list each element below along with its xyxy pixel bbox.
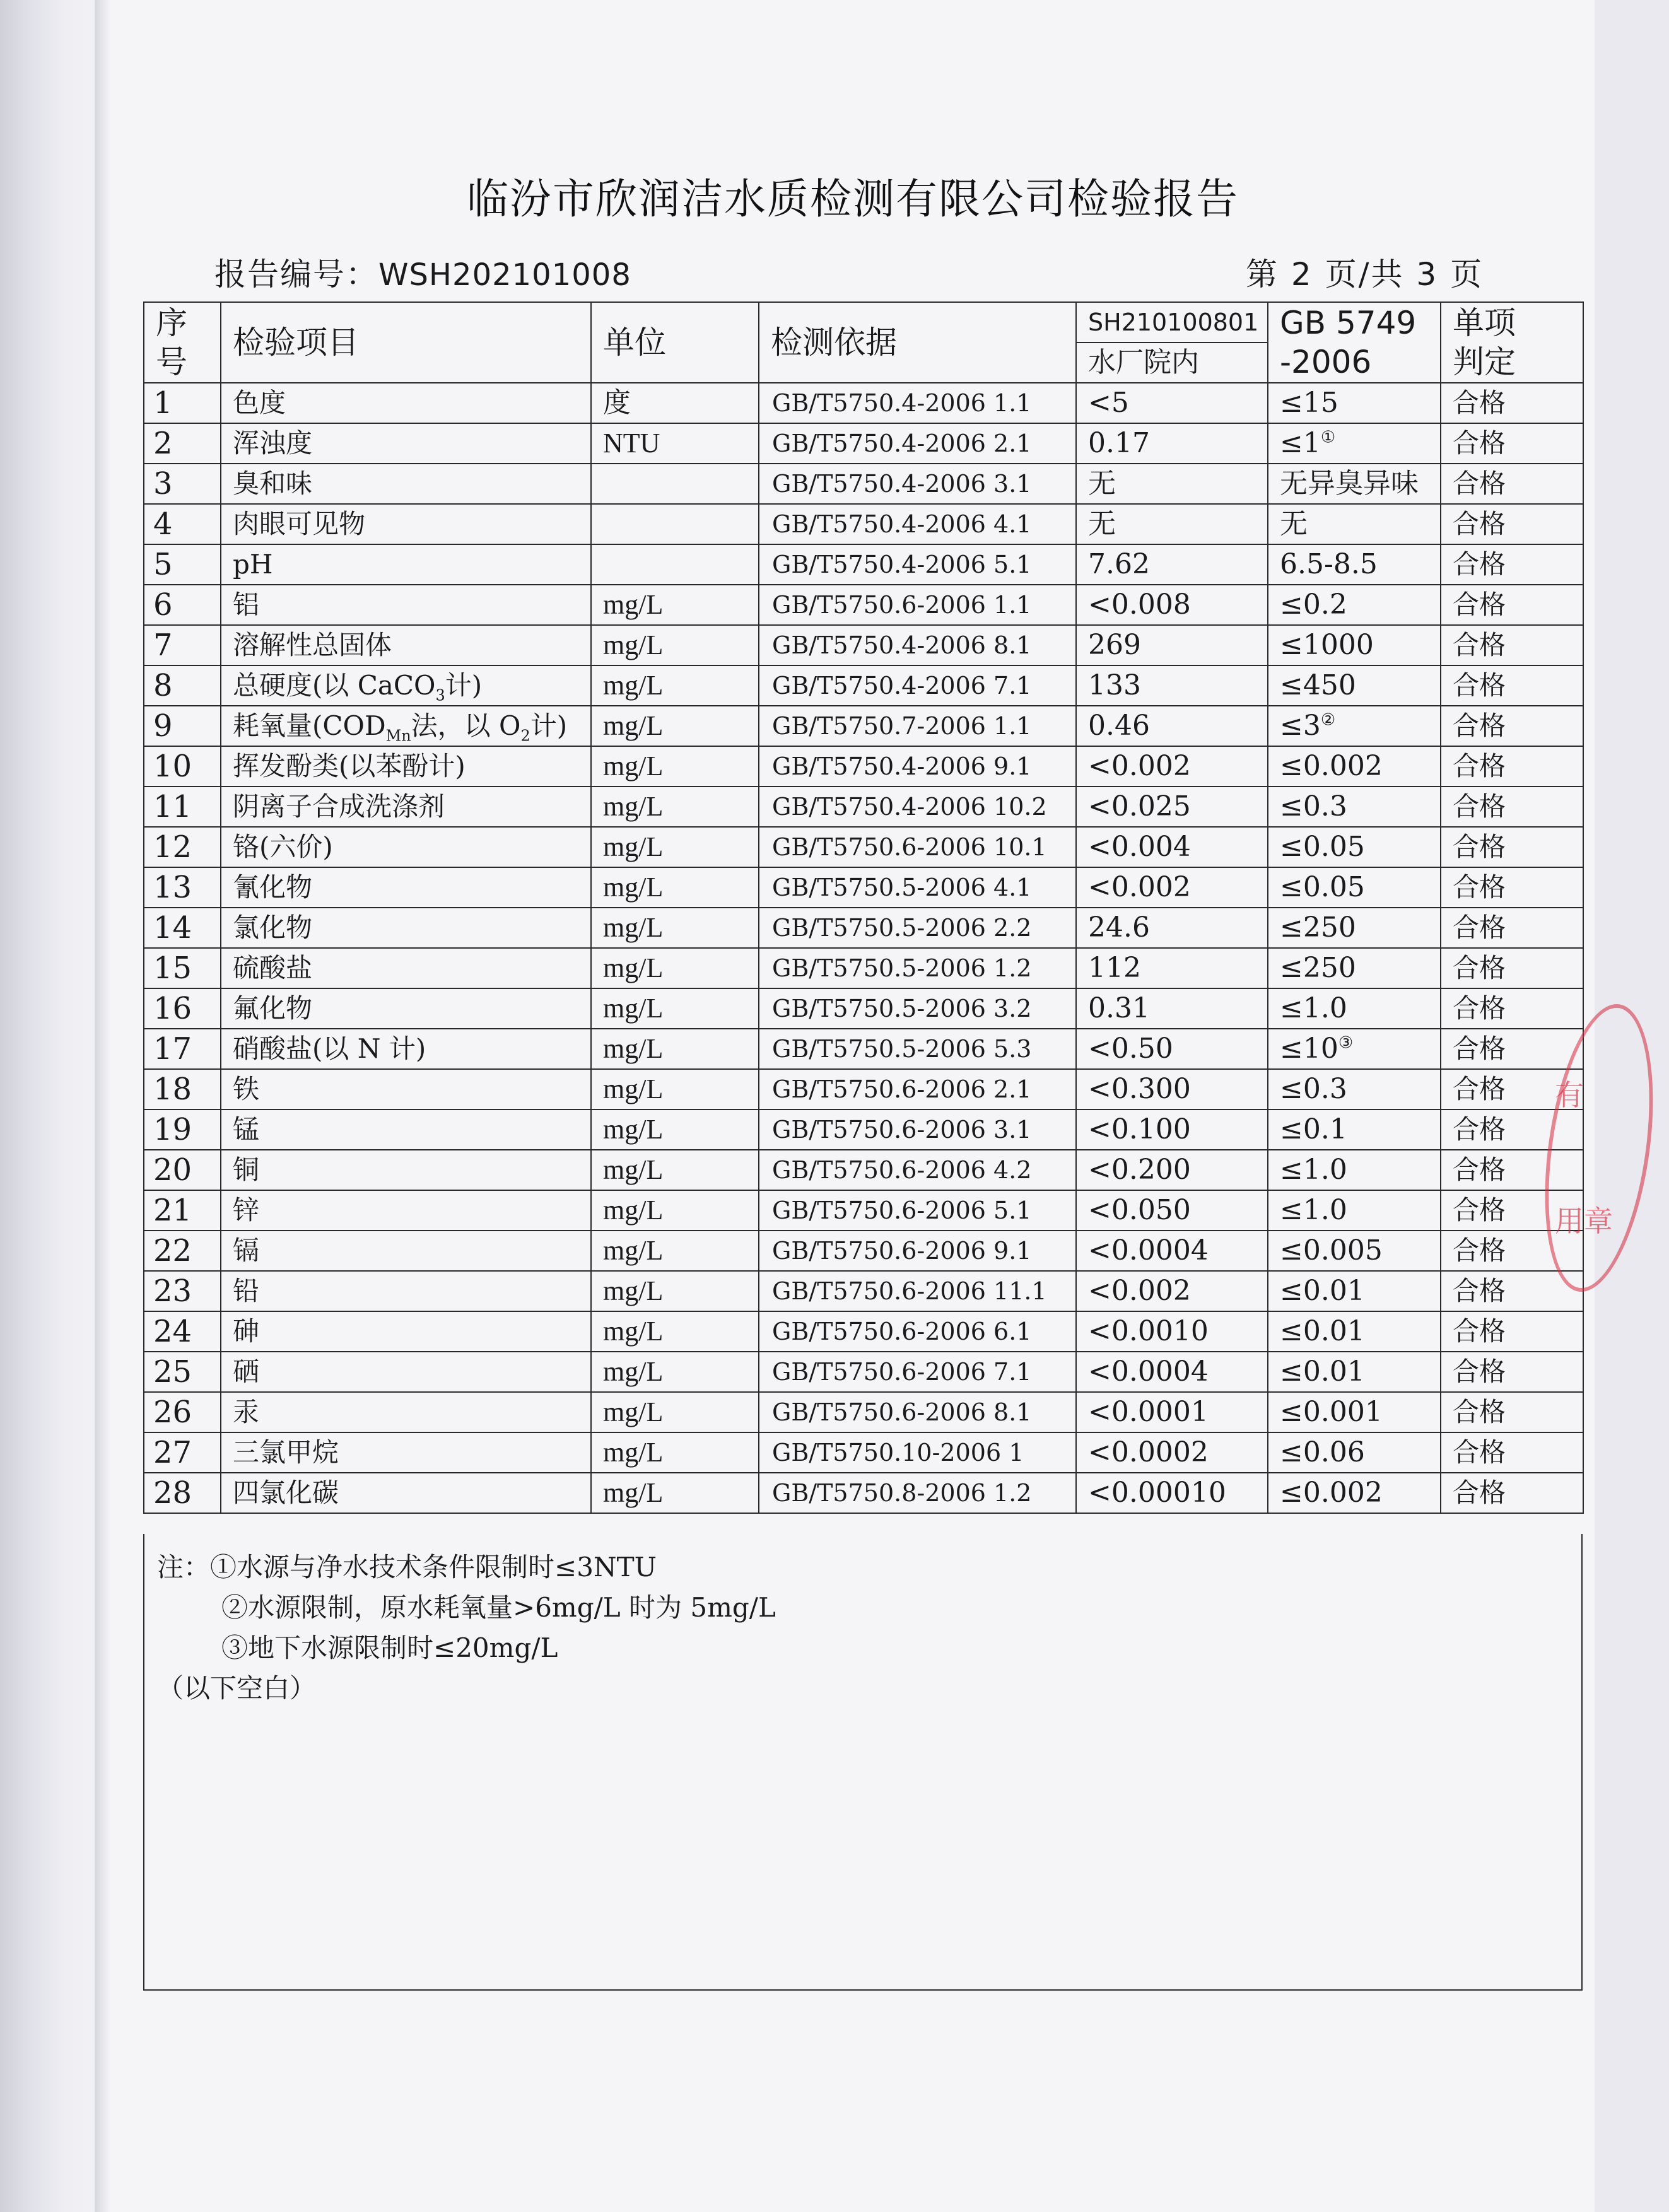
cell-item: 耗氧量($COD_{Mn}$法，以 $O_2$计) [221,706,591,746]
cell-result: <0.002 [1076,867,1268,908]
cell-judgement: 合格 [1441,625,1583,665]
table-row [144,908,1583,948]
cell-limit: ≤0.01 [1268,1352,1441,1392]
cell-judgement: 合格 [1441,827,1583,867]
cell-judgement: 合格 [1441,908,1583,948]
table-row [144,423,1583,464]
cell-unit: mg/L [591,706,759,746]
cell-method: GB/T5750.5-2006 2.2 [759,908,1076,948]
cell-item: 阴离子合成洗涤剂 [221,787,591,827]
cell-limit: ≤1.0 [1268,1190,1441,1231]
cell-judgement: 合格 [1441,1352,1583,1392]
cell-result: 133 [1076,665,1268,706]
table-row [144,585,1583,625]
cell-result: <0.300 [1076,1069,1268,1109]
seal-text-1: 有 [1555,1078,1584,1112]
cell-result: <0.0002 [1076,1432,1268,1473]
cell-limit: ≤0.3 [1268,1069,1441,1109]
cell-item: 镉 [221,1231,591,1271]
cell-limit: ≤0.3 [1268,787,1441,827]
cell-result: 24.6 [1076,908,1268,948]
cell-result: <0.0010 [1076,1311,1268,1352]
cell-limit: ≤0.005 [1268,1231,1441,1271]
table-row [144,1150,1583,1190]
header-sample-location: 水厂院内 [1076,342,1268,383]
table-row [144,1109,1583,1150]
cell-judgement: 合格 [1441,746,1583,787]
cell-result: 无 [1076,504,1268,544]
blank-remark: （以下空白） [157,1673,317,1704]
cell-seq: 4 [144,504,221,544]
cell-limit: 无 [1268,504,1441,544]
cell-judgement: 合格 [1441,1231,1583,1271]
header-unit: 单位 [591,302,759,383]
cell-item: pH [221,544,591,585]
scan-edge [0,0,110,2212]
cell-item: 铅 [221,1271,591,1311]
cell-limit: ≤250 [1268,948,1441,988]
table-row [144,625,1583,665]
table-row [144,1190,1583,1231]
cell-seq: 2 [144,423,221,464]
table-row [144,787,1583,827]
table-row [144,827,1583,867]
cell-judgement: 合格 [1441,948,1583,988]
cell-method: GB/T5750.6-2006 3.1 [759,1109,1076,1150]
cell-unit: 度 [591,383,759,423]
page-fold [95,0,111,2212]
table-row [144,1352,1583,1392]
page-indicator: 第 2 页/共 3 页 [1246,256,1484,293]
cell-unit: mg/L [591,787,759,827]
cell-seq: 27 [144,1432,221,1473]
cell-item: 铁 [221,1069,591,1109]
cell-seq: 19 [144,1109,221,1150]
table-row [144,1311,1583,1352]
cell-item: 四氯化碳 [221,1473,591,1513]
cell-item: 挥发酚类(以苯酚计) [221,746,591,787]
cell-result: 无 [1076,464,1268,504]
cell-limit: ≤1.0 [1268,1150,1441,1190]
cell-item: 氰化物 [221,867,591,908]
cell-method: GB/T5750.4-2006 7.1 [759,665,1076,706]
cell-item: 三氯甲烷 [221,1432,591,1473]
table-row [144,746,1583,787]
cell-result: <0.100 [1076,1109,1268,1150]
cell-seq: 20 [144,1150,221,1190]
cell-method: GB/T5750.4-2006 3.1 [759,464,1076,504]
cell-item: 汞 [221,1392,591,1432]
cell-limit: ≤1.0 [1268,988,1441,1029]
cell-seq: 18 [144,1069,221,1109]
table-row [144,867,1583,908]
cell-method: GB/T5750.4-2006 8.1 [759,625,1076,665]
cell-method: GB/T5750.5-2006 3.2 [759,988,1076,1029]
cell-limit: ≤0.002 [1268,746,1441,787]
cell-limit: 6.5-8.5 [1268,544,1441,585]
cell-method: GB/T5750.6-2006 1.1 [759,585,1076,625]
cell-method: GB/T5750.6-2006 8.1 [759,1392,1076,1432]
cell-seq: 9 [144,706,221,746]
cell-method: GB/T5750.6-2006 5.1 [759,1190,1076,1231]
cell-method: GB/T5750.10-2006 1 [759,1432,1076,1473]
table-row [144,504,1583,544]
cell-method: GB/T5750.6-2006 11.1 [759,1271,1076,1311]
cell-result: <0.50 [1076,1029,1268,1069]
cell-unit: mg/L [591,827,759,867]
total-pages: 3 [1416,256,1439,293]
cell-result: 7.62 [1076,544,1268,585]
cell-method: GB/T5750.6-2006 7.1 [759,1352,1076,1392]
cell-limit: ≤0.01 [1268,1271,1441,1311]
cell-item: 臭和味 [221,464,591,504]
cell-method: GB/T5750.4-2006 5.1 [759,544,1076,585]
cell-result: 112 [1076,948,1268,988]
cell-item: 色度 [221,383,591,423]
cell-limit: ≤0.1 [1268,1109,1441,1150]
table-row [144,383,1583,423]
cell-judgement: 合格 [1441,1150,1583,1190]
cell-unit [591,464,759,504]
cell-limit: ≤0.002 [1268,1473,1441,1513]
header-sample-id: SH210100801 [1076,302,1268,342]
cell-limit: ≤1000 [1268,625,1441,665]
cell-judgement: 合格 [1441,504,1583,544]
cell-item: 氯化物 [221,908,591,948]
cell-item: 溶解性总固体 [221,625,591,665]
cell-method: GB/T5750.4-2006 4.1 [759,504,1076,544]
cell-unit: mg/L [591,585,759,625]
cell-seq: 6 [144,585,221,625]
cell-seq: 11 [144,787,221,827]
cell-seq: 14 [144,908,221,948]
header-judgement: 单项 判定 [1441,302,1583,383]
table-row [144,988,1583,1029]
cell-judgement: 合格 [1441,423,1583,464]
cell-item: 硒 [221,1352,591,1392]
cell-limit: ≤0.05 [1268,827,1441,867]
cell-unit: mg/L [591,1231,759,1271]
table-row [144,1432,1583,1473]
current-page: 2 [1291,256,1313,293]
cell-unit: mg/L [591,1432,759,1473]
table-row [144,1029,1583,1069]
cell-judgement: 合格 [1441,1432,1583,1473]
cell-method: GB/T5750.6-2006 4.2 [759,1150,1076,1190]
cell-unit: mg/L [591,665,759,706]
cell-unit: mg/L [591,988,759,1029]
cell-judgement: 合格 [1441,1392,1583,1432]
cell-result: <0.0004 [1076,1231,1268,1271]
cell-result: <0.004 [1076,827,1268,867]
cell-unit: mg/L [591,1190,759,1231]
cell-seq: 25 [144,1352,221,1392]
cell-unit: NTU [591,423,759,464]
cell-result: 0.31 [1076,988,1268,1029]
report-number-value: WSH202101008 [378,257,631,293]
note-3: ③地下水源限制时≤20mg/L [221,1632,558,1663]
cell-seq: 23 [144,1271,221,1311]
cell-seq: 7 [144,625,221,665]
cell-judgement: 合格 [1441,544,1583,585]
table-row [144,1271,1583,1311]
cell-unit: mg/L [591,867,759,908]
cell-judgement: 合格 [1441,383,1583,423]
cell-judgement: 合格 [1441,1069,1583,1109]
cell-limit: ≤1① [1268,423,1441,464]
cell-unit: mg/L [591,1069,759,1109]
cell-unit: mg/L [591,1352,759,1392]
report-number-label: 报告编号： [214,256,378,293]
cell-seq: 26 [144,1392,221,1432]
cell-item: 浑浊度 [221,423,591,464]
header-seq: 序 号 [144,302,221,383]
cell-seq: 1 [144,383,221,423]
cell-result: 269 [1076,625,1268,665]
cell-method: GB/T5750.6-2006 2.1 [759,1069,1076,1109]
cell-limit: ≤450 [1268,665,1441,706]
note-2: ②水源限制，原水耗氧量>6mg/L 时为 5mg/L [221,1592,776,1623]
cell-seq: 21 [144,1190,221,1231]
cell-method: GB/T5750.4-2006 1.1 [759,383,1076,423]
cell-judgement: 合格 [1441,1029,1583,1069]
cell-method: GB/T5750.5-2006 4.1 [759,867,1076,908]
report-sheet: 临汾市欣润洁水质检测有限公司检验报告 报告编号：WSH202101008 第 2 页/共 3 页 序 号 检验项目 单位 检测依据 SH210100801 GB 5749 -2006 单项 判定 水厂院内 1 色度 度 GB/T5750.4-2006 1.1 <5 ≤15 合格 2 浑浊度 NTU GB/T5750.4-2006 2.1 0.17 ≤1① 合格 3 臭和味 GB/T5750.4-2006 3.1 无 无异臭异味 合格 4 肉眼可见物 GB/T5750.4-2006 4.1 无 无 合格 5 pH GB/T5750.4-2006 5.1 7.62 6.5-8.5 合格 6 铝 mg/L GB/T5750.6-2006 1.1 <0.008 ≤0.2 合格 7 溶解性总固体 mg/L GB/T5750.4-2006 8.1 269 ≤1000 合格 8 总硬度(以 CaCO$_3$计) mg/L GB/T5750.4-2006 7.1 133 ≤450 合格 9 耗氧量($COD_{Mn}$法，以 $O_2$计) mg/L GB/T5750.7-2006 1.1 0.46 ≤3② 合格 10 挥发酚类(以苯酚计) mg/L GB/T5750.4-2006 9.1 <0.002 ≤0.002 合格 11 阴离子合成洗涤剂 mg/L GB/T5750.4-2006 10.2 <0.025 ≤0.3 合格 12 铬(六价) mg/L GB/T5750.6-2006 10.1 <0.004 ≤0.05 合格 13 氰化物 mg/L GB/T5750.5-2006 4.1 <0.002 ≤0.05 合格 14 氯化物 mg/L GB/T5750.5-2006 2.2 24.6 ≤250 合格 15 硫酸盐 mg/L GB/T5750.5-2006 1.2 112 ≤250 合格 16 氟化物 mg/L GB/T5750.5-2006 3.2 0.31 ≤1.0 合格 17 硝酸盐(以 N 计) mg/L GB/T5750.5-2006 5.3 <0.50 ≤10③ 合格 18 铁 mg/L GB/T5750.6-2006 2.1 <0.300 ≤0.3 合格 19 锰 mg/L GB/T5750.6-2006 3.1 <0.100 ≤0.1 合格 20 铜 mg/L GB/T5750.6-2006 4.2 <0.200 ≤1.0 合格 21 锌 mg/L GB/T5750.6-2006 5.1 <0.050 ≤1.0 合格 22 镉 mg/L GB/T5750.6-2006 9.1 <0.0004 ≤0.005 合格 23 铅 mg/L GB/T5750.6-2006 11.1 <0.002 ≤0.01 合格 24 砷 mg/L GB/T5750.6-2006 6.1 <0.0010 ≤0.01 合格 25 硒 mg/L GB/T5750.6-2006 7.1 <0.0004 ≤0.01 合格 26 汞 mg/L GB/T5750.6-2006 8.1 <0.0001 ≤0.001 合格 27 三氯甲烷 mg/L GB/T5750.10-2006 1 <0.0002 ≤0.06 合格 28 四氯化碳 mg/L GB/T5750.8-2006 1.2 <0.00010 ≤0.002 合格 注：①水源与净水技术条件限制时≤3NTU ②水源限制，原水耗氧量>6mg/L 时为 5mg/L ③地下水源限制时≤20mg/L （以下空白） [110,0,1595,2212]
table-row [144,464,1583,504]
cell-seq: 13 [144,867,221,908]
notes-box [143,1534,1583,1991]
cell-unit: mg/L [591,1150,759,1190]
cell-unit: mg/L [591,948,759,988]
cell-limit: ≤15 [1268,383,1441,423]
cell-limit: 无异臭异味 [1268,464,1441,504]
cell-result: <0.008 [1076,585,1268,625]
cell-method: GB/T5750.6-2006 6.1 [759,1311,1076,1352]
cell-limit: ≤0.001 [1268,1392,1441,1432]
cell-item: 铬(六价) [221,827,591,867]
cell-result: 0.46 [1076,706,1268,746]
cell-limit: ≤10③ [1268,1029,1441,1069]
cell-item: 锰 [221,1109,591,1150]
cell-limit: ≤0.01 [1268,1311,1441,1352]
cell-judgement: 合格 [1441,1311,1583,1352]
cell-item: 硝酸盐(以 N 计) [221,1029,591,1069]
inspection-table [143,301,1584,1514]
cell-result: <0.0004 [1076,1352,1268,1392]
table-row [144,1069,1583,1109]
cell-limit: ≤250 [1268,908,1441,948]
header-row [144,302,1583,342]
table-row [144,1392,1583,1432]
cell-method: GB/T5750.4-2006 9.1 [759,746,1076,787]
cell-result: <0.200 [1076,1150,1268,1190]
seal-text-2: 用章 [1555,1204,1613,1238]
cell-limit: ≤0.05 [1268,867,1441,908]
cell-seq: 3 [144,464,221,504]
cell-unit: mg/L [591,1271,759,1311]
cell-seq: 12 [144,827,221,867]
cell-judgement: 合格 [1441,867,1583,908]
cell-item: 总硬度(以 CaCO$_3$计) [221,665,591,706]
cell-judgement: 合格 [1441,1190,1583,1231]
cell-result: <0.002 [1076,746,1268,787]
cell-unit: mg/L [591,1029,759,1069]
note-1: 注：①水源与净水技术条件限制时≤3NTU [157,1552,657,1583]
cell-judgement: 合格 [1441,1109,1583,1150]
cell-seq: 24 [144,1311,221,1352]
cell-item: 铝 [221,585,591,625]
cell-unit [591,504,759,544]
table-row [144,706,1583,746]
cell-result: <0.00010 [1076,1473,1268,1513]
cell-judgement: 合格 [1441,665,1583,706]
table-row [144,1473,1583,1513]
cell-seq: 10 [144,746,221,787]
cell-item: 铜 [221,1150,591,1190]
cell-result: 0.17 [1076,423,1268,464]
cell-result: <0.0001 [1076,1392,1268,1432]
cell-method: GB/T5750.6-2006 9.1 [759,1231,1076,1271]
cell-item: 砷 [221,1311,591,1352]
cell-method: GB/T5750.4-2006 2.1 [759,423,1076,464]
header-method: 检测依据 [759,302,1076,383]
table-row [144,665,1583,706]
cell-seq: 17 [144,1029,221,1069]
cell-method: GB/T5750.8-2006 1.2 [759,1473,1076,1513]
cell-judgement: 合格 [1441,464,1583,504]
cell-unit: mg/L [591,625,759,665]
cell-method: GB/T5750.7-2006 1.1 [759,706,1076,746]
cell-result: <0.050 [1076,1190,1268,1231]
cell-method: GB/T5750.4-2006 10.2 [759,787,1076,827]
cell-seq: 16 [144,988,221,1029]
cell-item: 氟化物 [221,988,591,1029]
cell-item: 肉眼可见物 [221,504,591,544]
cell-unit: mg/L [591,746,759,787]
cell-judgement: 合格 [1441,1473,1583,1513]
cell-limit: ≤0.06 [1268,1432,1441,1473]
cell-unit: mg/L [591,908,759,948]
cell-judgement: 合格 [1441,988,1583,1029]
header-standard: GB 5749 -2006 [1268,302,1441,383]
cell-limit: ≤3② [1268,706,1441,746]
cell-unit: mg/L [591,1311,759,1352]
cell-judgement: 合格 [1441,787,1583,827]
cell-seq: 8 [144,665,221,706]
cell-method: GB/T5750.5-2006 1.2 [759,948,1076,988]
cell-limit: ≤0.2 [1268,585,1441,625]
cell-result: <0.002 [1076,1271,1268,1311]
table-row [144,1231,1583,1271]
cell-method: GB/T5750.6-2006 10.1 [759,827,1076,867]
cell-unit: mg/L [591,1392,759,1432]
table-row [144,948,1583,988]
cell-result: <5 [1076,383,1268,423]
cell-item: 锌 [221,1190,591,1231]
cell-seq: 28 [144,1473,221,1513]
cell-item: 硫酸盐 [221,948,591,988]
cell-judgement: 合格 [1441,585,1583,625]
cell-method: GB/T5750.5-2006 5.3 [759,1029,1076,1069]
cell-seq: 15 [144,948,221,988]
cell-judgement: 合格 [1441,706,1583,746]
header-item: 检验项目 [221,302,591,383]
cell-unit: mg/L [591,1473,759,1513]
cell-judgement: 合格 [1441,1271,1583,1311]
report-number [214,249,631,295]
table-row [144,544,1583,585]
cell-unit: mg/L [591,1109,759,1150]
cell-unit [591,544,759,585]
cell-seq: 5 [144,544,221,585]
cell-seq: 22 [144,1231,221,1271]
cell-result: <0.025 [1076,787,1268,827]
